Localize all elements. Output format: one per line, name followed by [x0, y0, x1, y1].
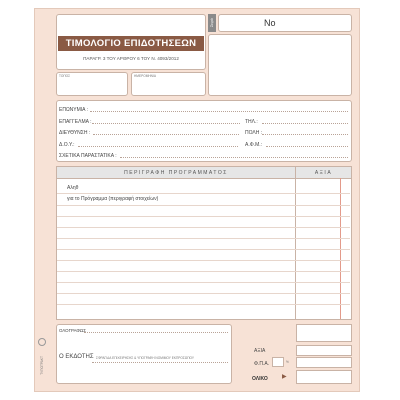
- document-subtitle: ΠΑΡΑΓΡ. 3 ΤΟΥ ΑΡΘΡΟΥ 6 ΤΟΥ Ν. 4093/2012: [83, 56, 179, 61]
- vat-field[interactable]: [296, 357, 352, 368]
- profession-label: ΕΠΑΓΓΕΛΜΑ :: [59, 119, 92, 125]
- city-field[interactable]: [262, 134, 348, 135]
- program-table: [56, 166, 352, 320]
- amount-in-words-field[interactable]: [84, 332, 228, 333]
- profession-field[interactable]: [92, 123, 240, 124]
- vat-percent-box[interactable]: [272, 357, 284, 367]
- vat-percent-sign: %: [286, 360, 289, 364]
- address-label: ΔΙΕΥΘΥΝΣΗ :: [59, 130, 91, 136]
- table-rule: [57, 271, 350, 272]
- city-label: ΠΟΛΗ :: [245, 130, 263, 136]
- place-label: ΤΟΠΟΣ: [59, 74, 71, 78]
- table-rule: [57, 282, 350, 283]
- program-line-1: Αληθ: [67, 185, 79, 191]
- series-tab: Σειρά: [208, 14, 216, 32]
- address-field[interactable]: [93, 134, 239, 135]
- issuer-label: Ο ΕΚΔΟΤΗΣ: [59, 354, 94, 360]
- table-rule: [57, 293, 350, 294]
- table-rule: [57, 193, 350, 194]
- vat-label: Φ.Π.Α.: [254, 361, 270, 367]
- value-header: ΑΞΙΑ: [296, 167, 351, 179]
- total-field[interactable]: [296, 370, 352, 384]
- vat-number-label: Α.Φ.Μ.:: [245, 142, 263, 148]
- table-rule: [57, 249, 350, 250]
- table-rule: [57, 260, 350, 261]
- name-label: ΕΠΩΝΥΜΙΑ :: [59, 107, 89, 113]
- table-rule: [57, 304, 350, 305]
- brand-circle-icon: [38, 338, 46, 346]
- column-divider: [295, 167, 296, 319]
- table-rule: [57, 216, 350, 217]
- table-rule: [57, 205, 350, 206]
- tax-office-label: Δ.Ο.Υ.:: [59, 142, 75, 148]
- footer-top-box: [296, 324, 352, 342]
- value-label: ΑΞΙΑ: [254, 348, 266, 354]
- vat-number-field[interactable]: [266, 146, 348, 147]
- issuer-details-box: [208, 34, 352, 96]
- related-docs-label: ΣΧΕΤΙΚΑ ΠΑΡΑΣΤΑΤΙΚΑ :: [59, 153, 117, 159]
- value-field[interactable]: [296, 345, 352, 356]
- issuer-signature-field[interactable]: [92, 362, 228, 363]
- description-header: ΠΕΡΙΓΡΑΦΗ ΠΡΟΓΡΑΜΜΑΤΟΣ: [57, 167, 295, 179]
- phone-field[interactable]: [262, 123, 348, 124]
- number-box[interactable]: [218, 14, 352, 32]
- total-label: ΟΛΙΚΟ: [252, 376, 268, 382]
- total-marker-icon: ▶: [282, 374, 287, 380]
- amount-in-words-label: ΟΛΟΓΡΑΦΩΣ: [59, 328, 86, 333]
- printer-brand: ΤΥΠΟΤΡΑΚΤ: [40, 356, 44, 375]
- table-rule: [57, 238, 350, 239]
- document-title: ΤΙΜΟΛΟΓΙΟ ΕΠΙΔΟΤΗΣΕΩΝ: [58, 36, 204, 51]
- name-field[interactable]: [90, 111, 348, 112]
- tax-office-field[interactable]: [78, 146, 238, 147]
- related-docs-field[interactable]: [120, 157, 348, 158]
- phone-label: ΤΗΛ.:: [245, 119, 258, 125]
- program-line-2: για το Πρόγραμμα (περιγραφή στοιχείων): [67, 196, 159, 202]
- table-rule: [57, 227, 350, 228]
- number-label: No: [264, 18, 276, 28]
- issuer-note: ΣΦΡΑΓΙΔΑ ΕΠΙΧΕΙΡΗΣΗΣ & ΥΠΟΓΡΑΦΗ ΝΟΜΙΜΟΥ ΕΚΠΡΟΣΩΠΟΥ: [96, 356, 195, 360]
- date-label: ΗΜΕΡΟΜΗΝΙΑ: [134, 74, 156, 78]
